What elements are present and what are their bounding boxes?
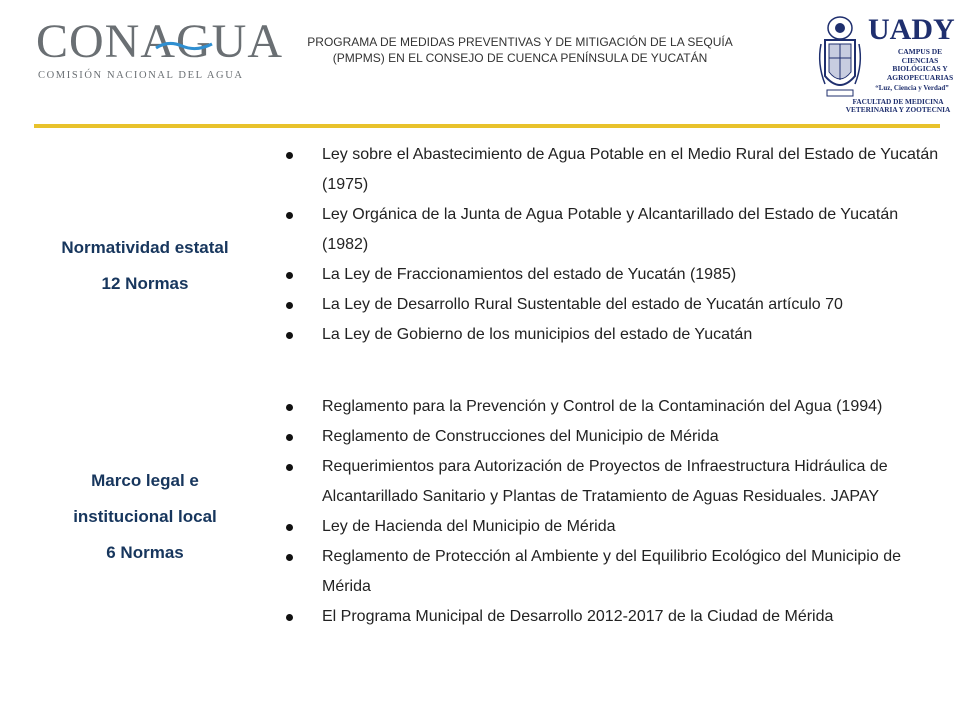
uady-campus-name	[880, 48, 960, 82]
bullet-icon	[286, 524, 293, 531]
local-norms-list	[284, 392, 948, 632]
bullet-icon	[286, 302, 293, 309]
section-label-count: 12 Normas	[101, 274, 189, 293]
uady-shield-icon	[815, 14, 865, 104]
list-item	[284, 392, 948, 422]
state-norms-list	[284, 140, 948, 350]
conagua-logo-wordmark: CONAGUA	[36, 15, 283, 68]
bullet-icon	[286, 332, 293, 339]
section-label-local	[20, 463, 270, 571]
list-item	[284, 290, 948, 320]
list-item-text: Reglamento para la Prevención y Control de la Contaminación del Agua (1994)	[322, 398, 883, 415]
slide-header	[0, 0, 960, 128]
bullet-icon	[286, 554, 293, 561]
uady-faculty-line: FACULTAD DE MEDICINA	[852, 97, 944, 106]
list-item	[284, 452, 948, 512]
list-item	[284, 512, 948, 542]
water-wave-icon	[154, 40, 214, 52]
list-item	[284, 422, 948, 452]
list-item-text: Requerimientos para Autorización de Proyectos de Infraestructura Hidráulica de Alcantarillado Sanitario y Plantas de Tratamiento de Aguas Residuales. JAPAY	[322, 458, 888, 505]
uady-campus-line: CAMPUS DE	[897, 47, 943, 56]
list-item	[284, 200, 948, 260]
list-item-text: Ley de Hacienda del Municipio de Mérida	[322, 518, 616, 535]
bullet-icon	[286, 272, 293, 279]
uady-campus-line: BIOLÓGICAS Y	[892, 64, 948, 74]
header-divider	[34, 124, 940, 128]
program-title-line-1: PROGRAMA DE MEDIDAS PREVENTIVAS Y DE MITIGACIÓN DE LA SEQUÍA	[307, 35, 733, 49]
uady-campus-line: AGROPECUARIAS	[886, 72, 954, 82]
list-item	[284, 602, 948, 632]
list-item	[284, 542, 948, 602]
program-title	[270, 34, 770, 66]
list-item-text: Ley Orgánica de la Junta de Agua Potable y Alcantarillado del Estado de Yucatán (1982)	[322, 206, 899, 253]
section-label-title: Marco legal e	[91, 471, 199, 490]
list-item	[284, 320, 948, 350]
section-label-state	[20, 230, 270, 302]
program-title-line-2: (PMPMS) EN EL CONSEJO DE CUENCA PENÍNSULA DE YUCATÁN	[332, 51, 708, 65]
uady-faculty-name	[836, 98, 960, 115]
list-item-text: Reglamento de Construcciones del Municipio de Mérida	[322, 428, 719, 445]
bullet-icon	[286, 404, 293, 411]
section-label-count: 6 Normas	[106, 543, 184, 562]
uady-faculty-line: VETERINARIA Y ZOOTECNIA	[845, 105, 951, 115]
list-item-text: La Ley de Gobierno de los municipios del estado de Yucatán	[322, 326, 753, 343]
bullet-icon	[286, 212, 293, 219]
list-item-text: Ley sobre el Abastecimiento de Agua Potable en el Medio Rural del Estado de Yucatán (1975)	[322, 146, 939, 193]
bullet-icon	[286, 434, 293, 441]
list-item-text: Reglamento de Protección al Ambiente y del Equilibrio Ecológico del Municipio de Mérida	[322, 548, 901, 595]
list-item	[284, 260, 948, 290]
section-label-title: institucional local	[73, 507, 217, 526]
uady-motto: “Luz, Ciencia y Verdad”	[875, 84, 949, 92]
bullet-icon	[286, 464, 293, 471]
list-item-text: La Ley de Fraccionamientos del estado de Yucatán (1985)	[322, 266, 737, 283]
section-label-title: Normatividad estatal	[61, 238, 229, 257]
bullet-icon	[286, 152, 293, 159]
list-item-text: La Ley de Desarrollo Rural Sustentable del estado de Yucatán artículo 70	[322, 296, 843, 313]
uady-campus-line: CIENCIAS	[901, 55, 939, 65]
conagua-logo-subtitle: COMISIÓN NACIONAL DEL AGUA	[38, 70, 244, 81]
list-item-text: El Programa Municipal de Desarrollo 2012-2017 de la Ciudad de Mérida	[322, 608, 834, 625]
conagua-logo	[36, 15, 283, 88]
list-item	[284, 140, 948, 200]
uady-logo-wordmark: UADY	[868, 13, 955, 46]
bullet-icon	[286, 614, 293, 621]
